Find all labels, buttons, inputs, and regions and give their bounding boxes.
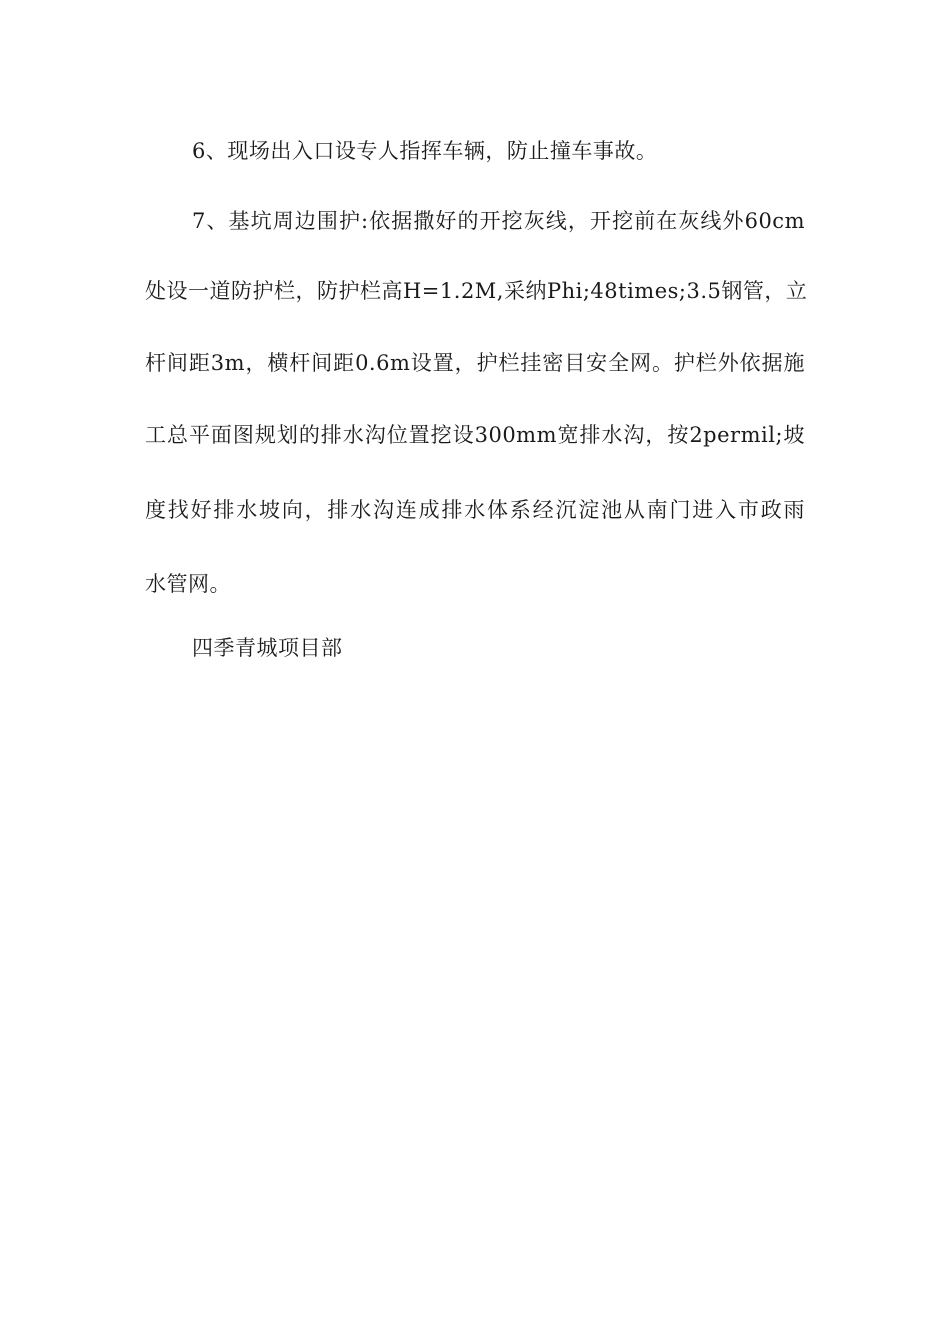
paragraph-7-line-1: 7、基坑周边围护:依据撒好的开挖灰线，开挖前在灰线外60cm (192, 209, 805, 233)
paragraph-7-line-4: 工总平面图规划的排水沟位置挖设300mm宽排水沟，按2permil;坡 (145, 423, 805, 447)
signature: 四季青城项目部 (192, 636, 343, 660)
paragraph-7-line-3: 杆间距3m，横杆间距0.6m设置，护栏挂密目安全网。护栏外依据施 (145, 351, 805, 375)
paragraph-7-line-5: 度找好排水坡向，排水沟连成排水体系经沉淀池从南门进入市政雨 (145, 498, 805, 522)
paragraph-7-line-2: 处设一道防护栏，防护栏高H=1.2M,采纳Phi;48times;3.5钢管，立 (145, 279, 808, 303)
paragraph-6: 6、现场出入口设专人指挥车辆，防止撞车事故。 (192, 139, 658, 163)
paragraph-7-line-6: 水管网。 (145, 572, 231, 596)
